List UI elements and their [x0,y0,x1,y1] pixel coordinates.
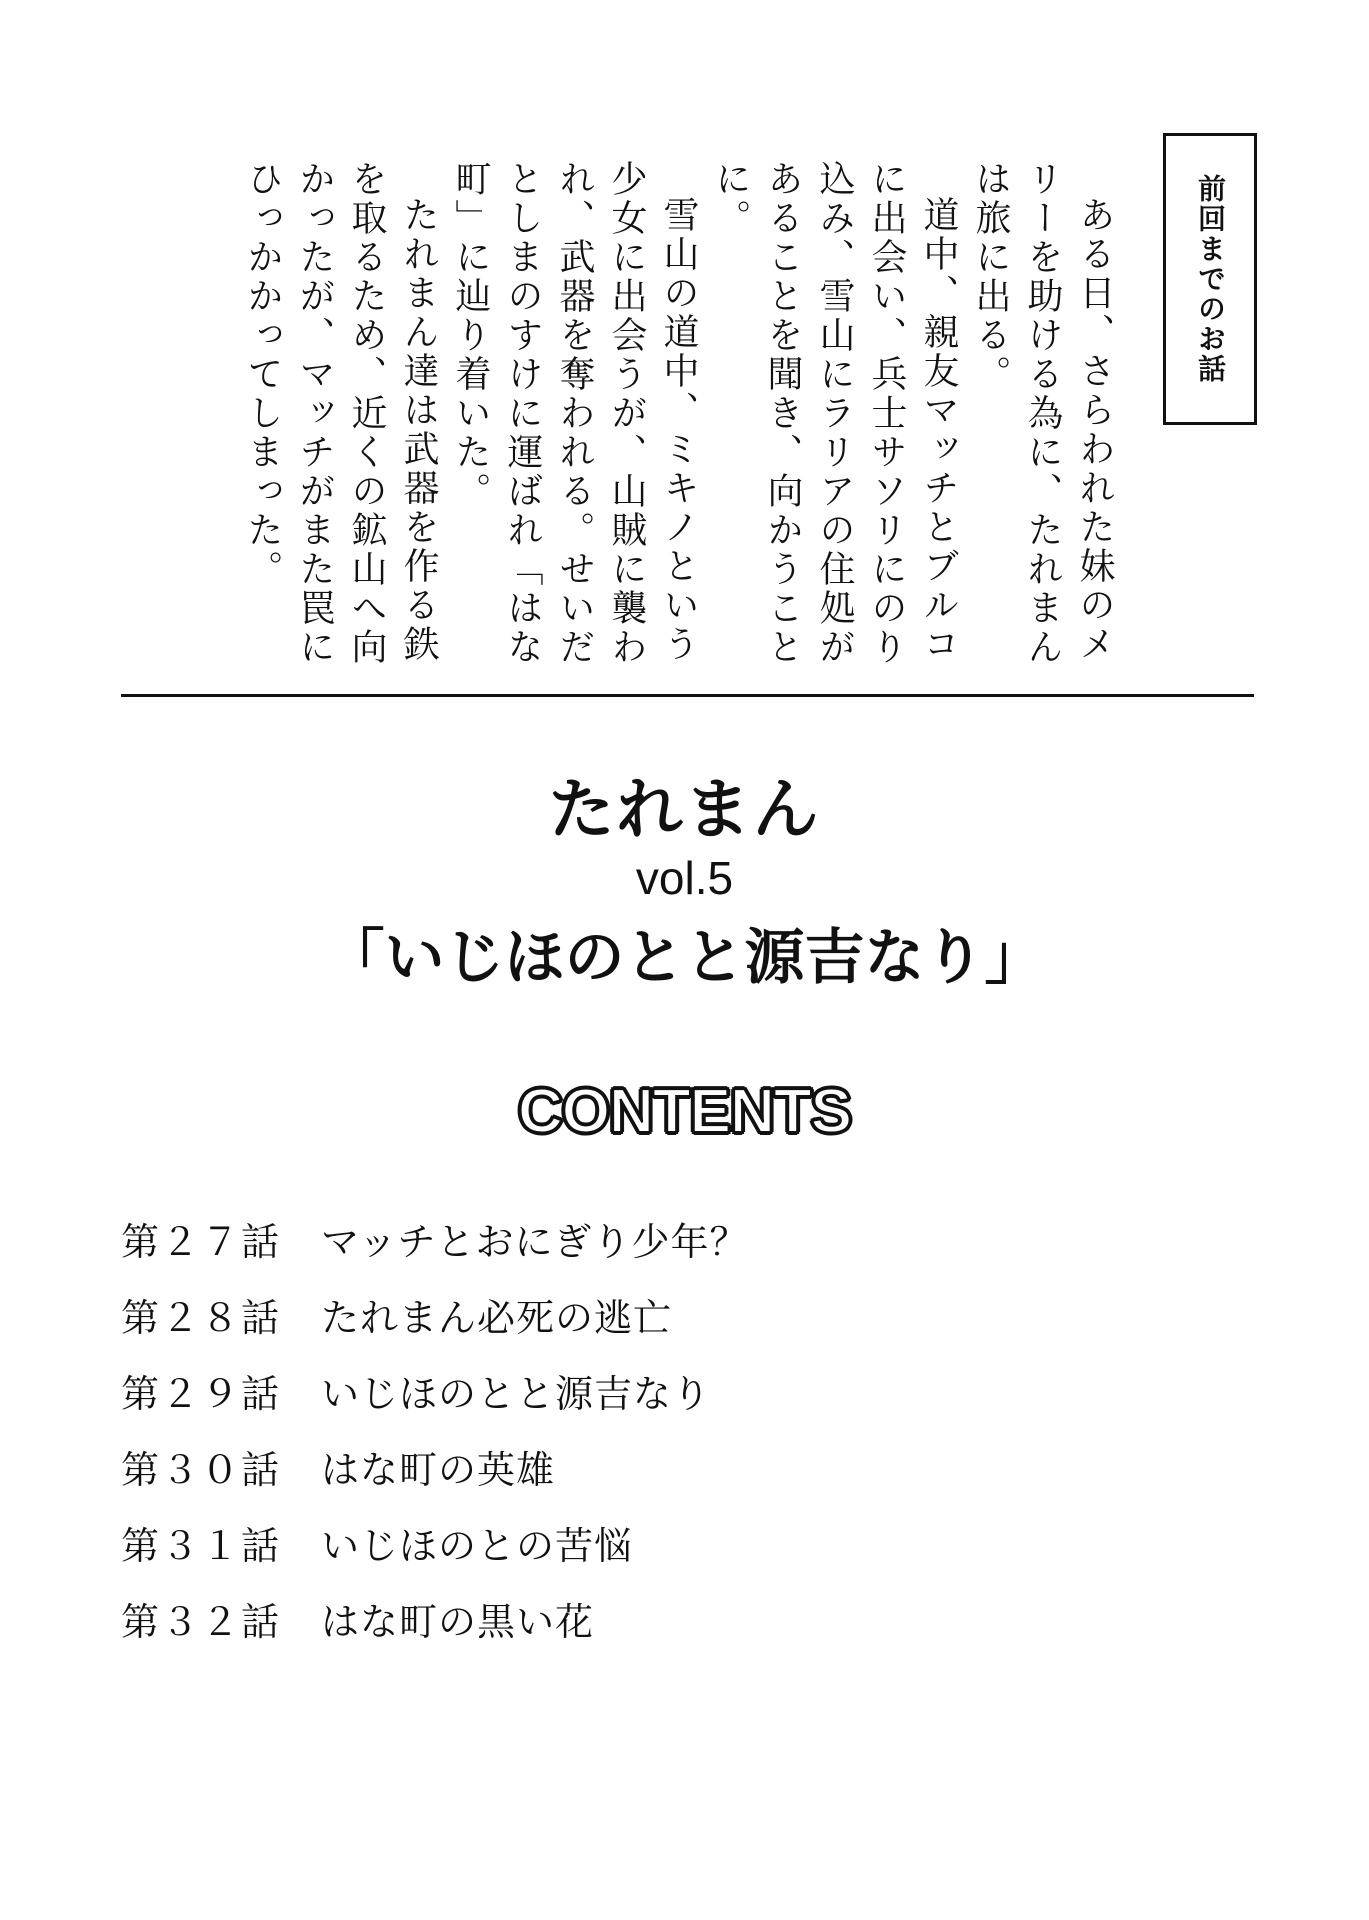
chapter-title: はな町の黒い花 [321,1599,595,1644]
chapter-title: いじほのとと源吉なり [321,1371,712,1416]
chapter-number: 第２９話 [121,1371,282,1416]
chapter-title: たれまん必死の逃亡 [321,1295,673,1340]
recap-label: 前回までのお話 [1194,174,1227,384]
chapter-title: いじほのとの苦悩 [321,1523,634,1568]
chapter-number: 第２７話 [121,1219,282,1264]
recap-paragraph: たれまん達は武器を作る鉄を取るため、近くの鉱山へ向かったが、マッチがまた罠にひっかかってしまった。 [242,160,439,667]
chapter-number: 第３０話 [121,1447,282,1492]
chapter-number: 第２８話 [121,1295,282,1340]
toc-entry[interactable] [121,1504,1221,1580]
contents-heading: CONTENTS [518,1077,851,1146]
table-of-contents [121,1200,1221,1656]
toc-entry[interactable] [121,1580,1221,1656]
recap-paragraph: 道中、親友マッチとブルコに出会い、兵士サソリにのり込み、雪山にラリアの住処があることを聞き、向かうことに。 [710,160,959,667]
chapter-title: マッチとおにぎり少年？ [321,1219,749,1264]
series-title: たれまん [548,771,821,848]
chapter-number: 第３２話 [121,1599,282,1644]
recap-paragraph: ある日、さらわれた妹のメリーを助ける為に、たれまんは旅に出る。 [970,160,1115,667]
toc-entry[interactable] [121,1352,1221,1428]
chapter-number: 第３１話 [121,1523,282,1568]
recap-label-box [1163,133,1257,425]
volume-title: 「いじほのとと源吉なり」 [324,923,1045,993]
volume-number: vol.5 [635,852,734,904]
recap-text [220,160,1120,680]
section-divider [121,694,1254,697]
toc-entry[interactable] [121,1200,1221,1276]
toc-entry[interactable] [121,1428,1221,1504]
toc-entry[interactable] [121,1276,1221,1352]
chapter-title: はな町の英雄 [321,1447,556,1492]
recap-paragraph: 雪山の道中、ミキノという少女に出会うが、山賊に襲われ、武器を奪われる。せいだとしまのすけに運ばれ「はな町」に辿り着いた。 [450,160,699,667]
